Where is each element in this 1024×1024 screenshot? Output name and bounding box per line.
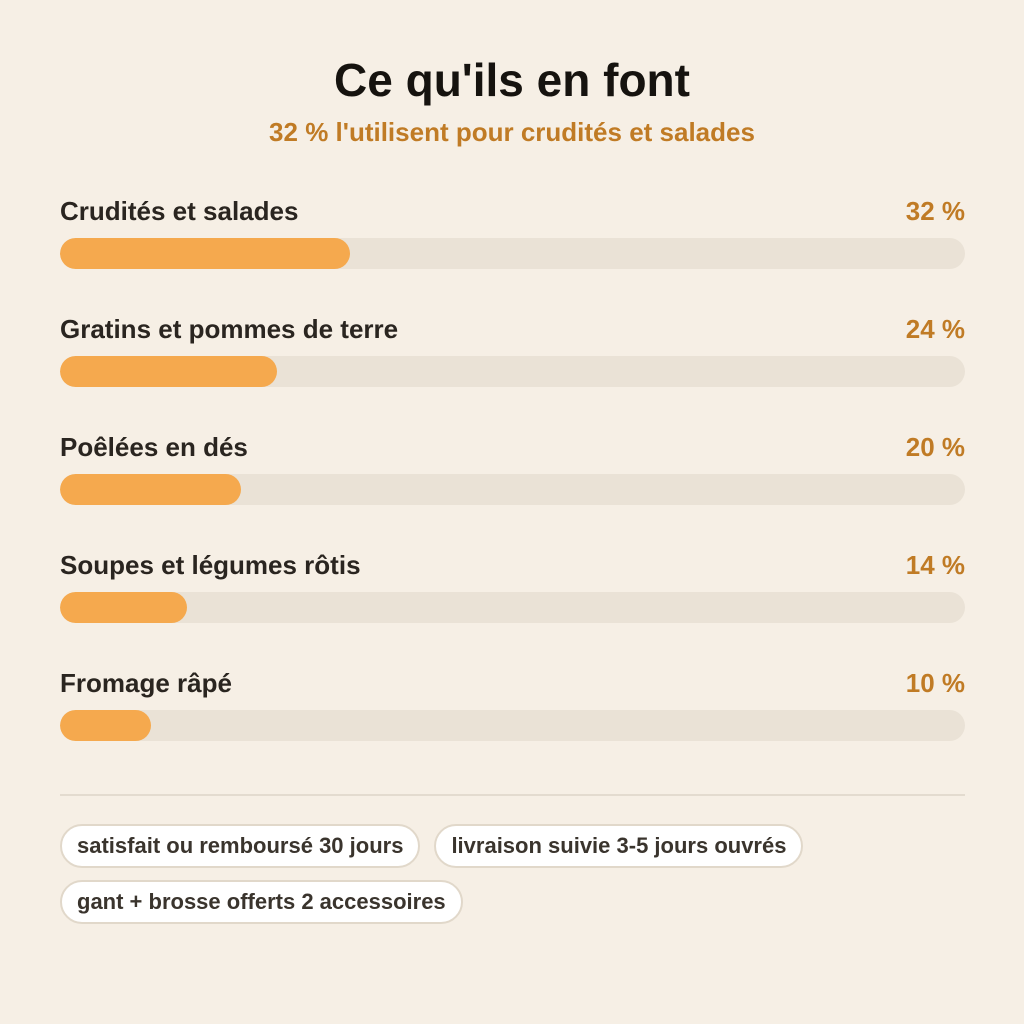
bar-label: Gratins et pommes de terre <box>60 314 399 344</box>
bar-value-label: 20 % <box>905 432 965 462</box>
bar-fill <box>60 356 277 387</box>
bar-value-label: 14 % <box>905 550 965 580</box>
bar-list <box>60 194 965 784</box>
bar-row <box>60 312 965 430</box>
bar-row <box>60 430 965 548</box>
bar-track <box>60 356 965 387</box>
bar-track <box>60 592 965 623</box>
feature-tag: gant + brosse offerts 2 accessoires <box>60 880 463 924</box>
bar-row <box>60 548 965 666</box>
feature-tag: livraison suivie 3-5 jours ouvrés <box>434 824 803 868</box>
bar-row <box>60 194 965 312</box>
divider <box>60 794 965 796</box>
chart-title: Ce qu'ils en font <box>334 54 690 106</box>
bar-fill <box>60 592 187 623</box>
bar-value-label: 24 % <box>905 314 965 344</box>
chart-subtitle: 32 % l'utilisent pour crudités et salades <box>269 117 755 147</box>
bar-fill <box>60 474 241 505</box>
bar-fill <box>60 238 350 269</box>
bar-label: Crudités et salades <box>60 196 299 226</box>
bar-value-label: 32 % <box>905 196 965 226</box>
feature-tag: satisfait ou remboursé 30 jours <box>60 824 420 868</box>
bar-label: Poêlées en dés <box>60 432 248 462</box>
bar-label: Soupes et légumes rôtis <box>60 550 361 580</box>
tag-list <box>60 824 965 924</box>
bar-value-label: 10 % <box>905 668 965 698</box>
bar-track <box>60 710 965 741</box>
bar-row <box>60 666 965 784</box>
bar-fill <box>60 710 151 741</box>
bar-label: Fromage râpé <box>60 668 232 698</box>
bar-track <box>60 474 965 505</box>
bar-track <box>60 238 965 269</box>
